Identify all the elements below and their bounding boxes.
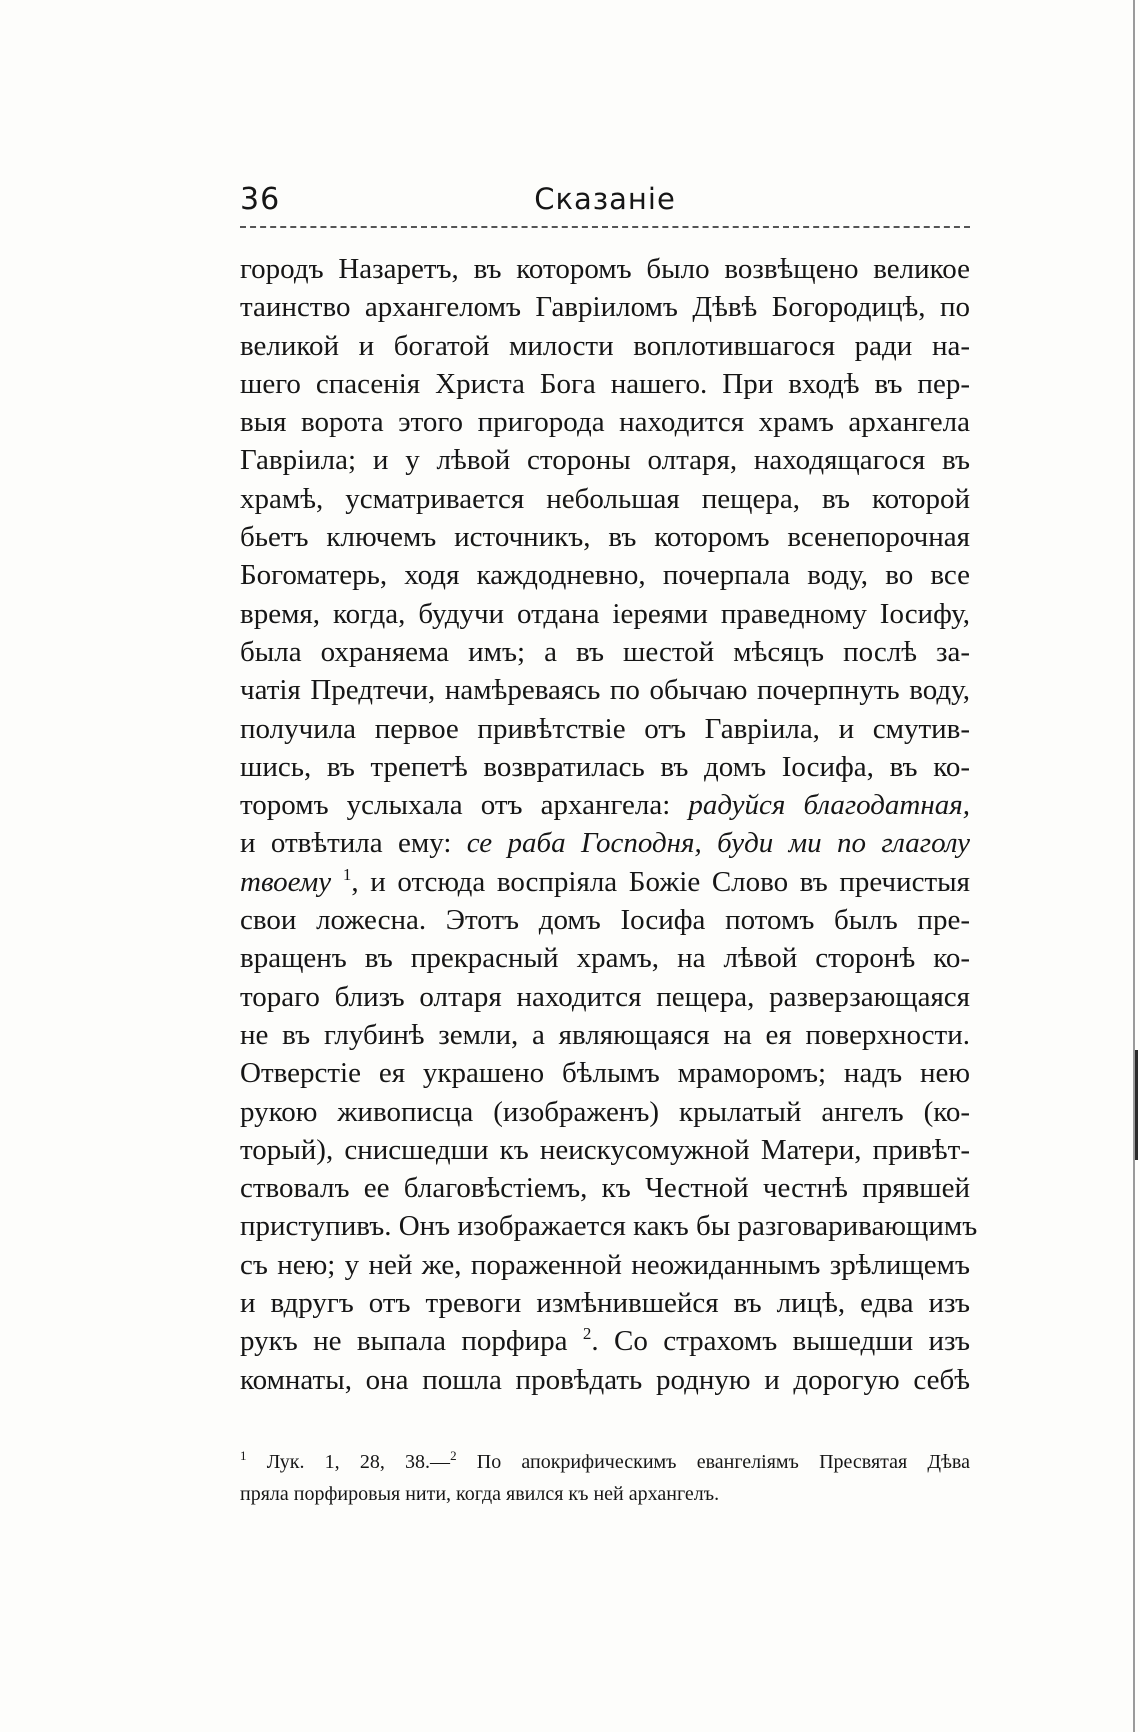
footnote-marker: 2 <box>450 1448 457 1463</box>
text-line: Отверстіе ея украшено бѣлымъ мраморомъ; надъ нею <box>240 1057 970 1090</box>
text-span: рукъ не выпала порфира <box>240 1325 583 1358</box>
text-line <box>240 1322 970 1360</box>
text-span: , и отсюда воспріяла Божіе Слово въ пречистыя <box>351 865 971 898</box>
text-line: тораго близъ олтаря находится пещера, разверзающаяся <box>240 980 970 1013</box>
text-line: шись, въ трепетѣ возвратилась въ домъ Іосифа, въ ко- <box>240 750 970 783</box>
footnote-line <box>240 1446 970 1478</box>
text-span: . Со страхомъ вышедши изъ <box>591 1325 970 1358</box>
text-line: храмѣ, усматривается небольшая пещера, въ которой <box>240 482 970 515</box>
text-line: городъ Назаретъ, въ которомъ было возвѣщено великое <box>240 253 970 285</box>
text-line: свои ложесна. Этотъ домъ Іосифа потомъ былъ пре- <box>240 904 970 937</box>
text-line: великой и богатой милости воплотившагося ради на- <box>240 329 970 362</box>
text-line: получила первое привѣтствіе отъ Гавріила, и смутив- <box>240 712 970 745</box>
footnote-text: Лук. 1, 28, 38.— <box>246 1451 451 1473</box>
scripture-quote: се раба Господня, буди ми по глаголу <box>466 827 970 860</box>
text-line <box>240 863 970 901</box>
scripture-quote: твоему <box>240 865 332 898</box>
text-line: Гавріила; и у лѣвой стороны олтаря, находящагося въ <box>240 444 970 477</box>
text-line: не въ глубинѣ земли, а являющаяся на ея поверхности. <box>240 1018 970 1051</box>
text-line <box>240 786 970 824</box>
text-line: рукою живописца (изображенъ) крылатый ангелъ (ко- <box>240 1095 970 1128</box>
page-header <box>240 182 970 230</box>
text-line: шего спасенія Христа Бога нашего. При входѣ въ пер- <box>240 367 970 400</box>
text-line: и вдругъ отъ тревоги измѣнившейся въ лицѣ, едва изъ <box>240 1287 970 1320</box>
text-line: таинство архангеломъ Гавріиломъ Дѣвѣ Богородицѣ, по <box>240 291 970 324</box>
page-number: 36 <box>240 182 281 217</box>
text-line: Богоматерь, ходя каждодневно, почерпала воду, во все <box>240 559 970 592</box>
footnote-ref: 2 <box>582 1324 592 1344</box>
scripture-quote: радуйся благодатная, <box>688 789 970 822</box>
footnote-line: пряла порфировыя нити, когда явился къ ней архангелъ. <box>240 1483 720 1505</box>
footnotes <box>240 1446 970 1510</box>
footnote-ref: 1 <box>342 864 352 884</box>
text-line: комнаты, она пошла провѣдать родную и дорогую себѣ <box>240 1363 970 1396</box>
text-line <box>240 824 970 862</box>
header-rule <box>240 226 970 228</box>
footnote-marker: 1 <box>240 1448 247 1463</box>
text-line: вращенъ въ прекрасный храмъ, на лѣвой сторонѣ ко- <box>240 942 970 975</box>
text-line: торый), снисшедши къ неискусомужной Матери, привѣт- <box>240 1133 970 1166</box>
text-line: выя ворота этого пригорода находится храмъ архангела <box>240 406 970 439</box>
text-line: приступивъ. Онъ изображается какъ бы разговаривающимъ <box>240 1210 978 1243</box>
text-line: время, когда, будучи отдана іереями праведному Іосифу, <box>240 597 970 630</box>
margin-mark <box>1135 1050 1138 1160</box>
text-line: ствовалъ ее благовѣстіемъ, къ Честной честнѣ прявшей <box>240 1172 970 1205</box>
text-span: торомъ услыхала отъ архангела: <box>240 789 689 822</box>
text-line: была охраняема имъ; а въ шестой мѣсяцъ послѣ за- <box>240 635 970 668</box>
running-title: Сказаніе <box>534 182 676 216</box>
text-line: бьетъ ключемъ источникъ, въ которомъ всенепорочная <box>240 521 970 554</box>
page-edge <box>1133 0 1135 1732</box>
body-text <box>240 250 978 1399</box>
text-line: чатія Предтечи, намѣреваясь по обычаю почерпнуть воду, <box>240 674 970 707</box>
text-span: и отвѣтила ему: <box>240 827 467 860</box>
text-line: съ нею; у ней же, пораженной неожиданнымъ зрѣлищемъ <box>240 1248 970 1281</box>
footnote-text: По апокрифическимъ евангеліямъ Пресвятая Дѣва <box>456 1451 970 1473</box>
